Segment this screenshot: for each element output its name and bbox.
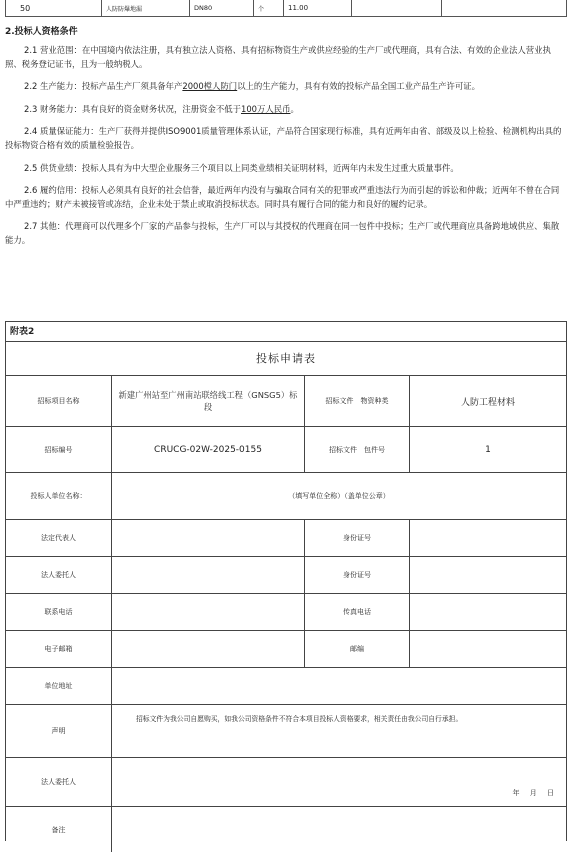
clause-text: 2.3 财务能力：具有良好的资金财务状况，注册资金不低于 bbox=[24, 103, 241, 114]
signature-field[interactable] bbox=[112, 758, 566, 806]
clause-2-5: 2.5 供货业绩：投标人具有为中大型企业服务三个项目以上同类业绩相关证明材料，近两年内未发生过重大质量事件。 bbox=[24, 162, 459, 173]
delegate-id-field[interactable] bbox=[410, 557, 566, 593]
clause-2-2 bbox=[5, 80, 567, 94]
package-no-label: 招标文件 包件号 bbox=[305, 427, 410, 472]
postcode-label: 邮编 bbox=[305, 631, 410, 667]
material-type-value: 人防工程材料 bbox=[460, 397, 515, 408]
form-row-project bbox=[6, 376, 566, 427]
clause-2-1: 2.1 营业范围：在中国境内依法注册，具有独立法人资格、具有招标物资生产或供应经验的生产厂或代理商，具有合法、有效的企业法人营业执照、税务登记证书，且为一般纳税人。 bbox=[5, 45, 551, 69]
clause-text: 以上的生产能力，具有有效的投标产品全国工业产品生产许可证。 bbox=[237, 81, 481, 92]
phone-label: 联系电话 bbox=[6, 594, 112, 630]
clause-text: 。 bbox=[290, 103, 299, 114]
fax-label: 传真电话 bbox=[305, 594, 410, 630]
clause-underlined: 2000樘人防门 bbox=[182, 81, 238, 92]
clause-2-6: 2.6 履约信用：投标人必须具有良好的社会信誉，最近两年内没有与骗取合同有关的犯罪或严重违法行为而引起的诉讼和仲裁；近两年不曾在合同中严重违约；财产未被接管或冻结，企业未处于禁止或取消投标状态。同时具有履行合同的能力和良好的履约记录。 bbox=[5, 185, 560, 209]
row-quantity: 11.00 bbox=[284, 0, 352, 16]
legal-rep-id-field[interactable] bbox=[410, 520, 566, 556]
clause-2-3 bbox=[5, 103, 567, 117]
phone-field[interactable] bbox=[112, 594, 305, 630]
section-heading: 2.投标人资格条件 bbox=[5, 27, 78, 37]
date-placeholder: 年 月 日 bbox=[512, 789, 558, 797]
bid-application-form bbox=[5, 321, 567, 841]
attachment-label: 附表2 bbox=[6, 322, 566, 342]
project-name-value: 新建广州站至广州南站联络线工程（GNSG5）标段 bbox=[112, 376, 305, 426]
form-row-remark bbox=[6, 807, 566, 852]
row-index: 50 bbox=[6, 0, 102, 16]
form-row-delegate bbox=[6, 557, 566, 594]
form-row-bidder bbox=[6, 473, 566, 520]
material-table-row bbox=[5, 0, 567, 17]
clause-2-4: 2.4 质量保证能力：生产厂获得并提供ISO9001质量管理体系认证，产品符合国家现行标准，具有近两年由省、部级及以上检验、检测机构出具的投标物资合格有效的质量检验报告。 bbox=[5, 126, 562, 150]
clause-text: 2.2 生产能力：投标产品生产厂须具备年产 bbox=[24, 81, 183, 92]
project-name-label: 招标项目名称 bbox=[6, 376, 112, 426]
form-row-email bbox=[6, 631, 566, 668]
form-row-bid-no bbox=[6, 427, 566, 473]
address-label: 单位地址 bbox=[6, 668, 112, 704]
form-row-address bbox=[6, 668, 566, 705]
address-field[interactable] bbox=[112, 668, 566, 704]
form-row-phone bbox=[6, 594, 566, 631]
declaration-text: 招标文件为我公司自愿购买，如我公司资格条件不符合本项目投标人资格要求，相关责任由我公司自行承担。 bbox=[136, 715, 463, 723]
bidder-name-field[interactable]: （填写单位全称）（盖单位公章） bbox=[288, 492, 390, 500]
legal-rep-field[interactable] bbox=[112, 520, 305, 556]
bidder-label: 投标人单位名称： bbox=[6, 473, 112, 519]
qualification-section bbox=[5, 26, 567, 257]
delegate-label: 法人委托人 bbox=[6, 557, 112, 593]
clause-underlined: 100万人民币 bbox=[240, 103, 291, 114]
email-field[interactable] bbox=[112, 631, 305, 667]
id-no-label: 身份证号 bbox=[305, 520, 410, 556]
row-empty-cell bbox=[442, 0, 566, 16]
form-row-signature bbox=[6, 758, 566, 807]
form-row-declaration bbox=[6, 705, 566, 758]
row-unit: 个 bbox=[254, 0, 284, 16]
row-empty-cell bbox=[352, 0, 442, 16]
delegate-sign-label: 法人委托人 bbox=[6, 758, 112, 806]
email-label: 电子邮箱 bbox=[6, 631, 112, 667]
remark-label: 备注 bbox=[6, 807, 112, 852]
bid-no-label: 招标编号 bbox=[6, 427, 112, 472]
clause-2-7: 2.7 其他：代理商可以代理多个厂家的产品参与投标，生产厂可以与其授权的代理商在同一包件中投标；生产厂或代理商应具备跨地域供应、集散能力。 bbox=[5, 221, 560, 245]
legal-rep-label: 法定代表人 bbox=[6, 520, 112, 556]
fax-field[interactable] bbox=[410, 594, 566, 630]
row-item-name: 人防防爆地漏 bbox=[102, 0, 190, 16]
row-spec: DN80 bbox=[190, 0, 254, 16]
form-title: 投标申请表 bbox=[6, 342, 566, 376]
material-type-label: 招标文件 物资种类 bbox=[305, 376, 410, 426]
declaration-label: 声明 bbox=[6, 705, 112, 757]
id-no-label: 身份证号 bbox=[305, 557, 410, 593]
bid-no-value: CRUCG-02W-2025-0155 bbox=[112, 427, 305, 472]
remark-field[interactable] bbox=[112, 807, 566, 852]
delegate-field[interactable] bbox=[112, 557, 305, 593]
package-no-value: 1 bbox=[485, 444, 491, 455]
postcode-field[interactable] bbox=[410, 631, 566, 667]
form-row-legal-rep bbox=[6, 520, 566, 557]
